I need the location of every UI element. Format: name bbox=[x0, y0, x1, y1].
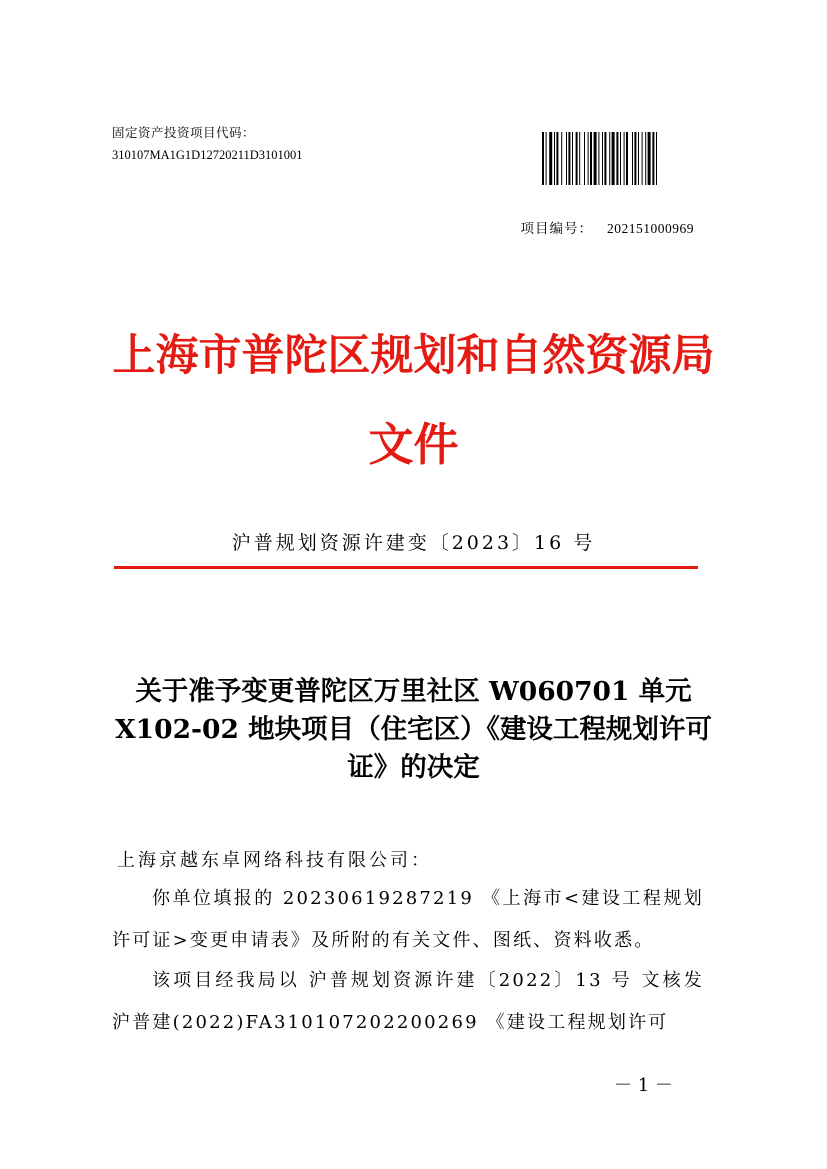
project-number bbox=[521, 217, 695, 237]
red-divider bbox=[114, 566, 698, 569]
document-number: 沪普规划资源许建变〔2023〕16 号 bbox=[231, 532, 596, 554]
body-paragraph: 你单位填报的 20230619287219 《上海市<建设工程规划许可证>变更申请表》及所附的有关文件、图纸、资料收悉。 bbox=[112, 888, 704, 951]
investment-code-label: 固定资产投资项目代码： bbox=[112, 125, 256, 140]
decision-title: 关于准予变更普陀区万里社区 W060701 单元 X102-02 地块项目（住宅区）《建设工程规划许可证》的决定 bbox=[115, 676, 712, 783]
body-paragraph: 该项目经我局以 沪普规划资源许建〔2022〕13 号 文核发 沪普建(2022)FA310107202200269 《建设工程规划许可 bbox=[112, 970, 704, 1033]
barcode-icon bbox=[542, 132, 696, 185]
issuer-title: 上海市普陀区规划和自然资源局 bbox=[112, 331, 715, 381]
project-number-label: 项目编号： bbox=[520, 221, 593, 237]
page-number-text: － 1 － bbox=[614, 1075, 673, 1096]
document-type: 文件 bbox=[368, 418, 459, 471]
addressee: 上海京越东卓网络科技有限公司： bbox=[117, 850, 432, 871]
project-number-value: 202151000969 bbox=[607, 221, 694, 236]
investment-code-value: 310107MA1G1D12720211D3101001 bbox=[112, 148, 303, 162]
